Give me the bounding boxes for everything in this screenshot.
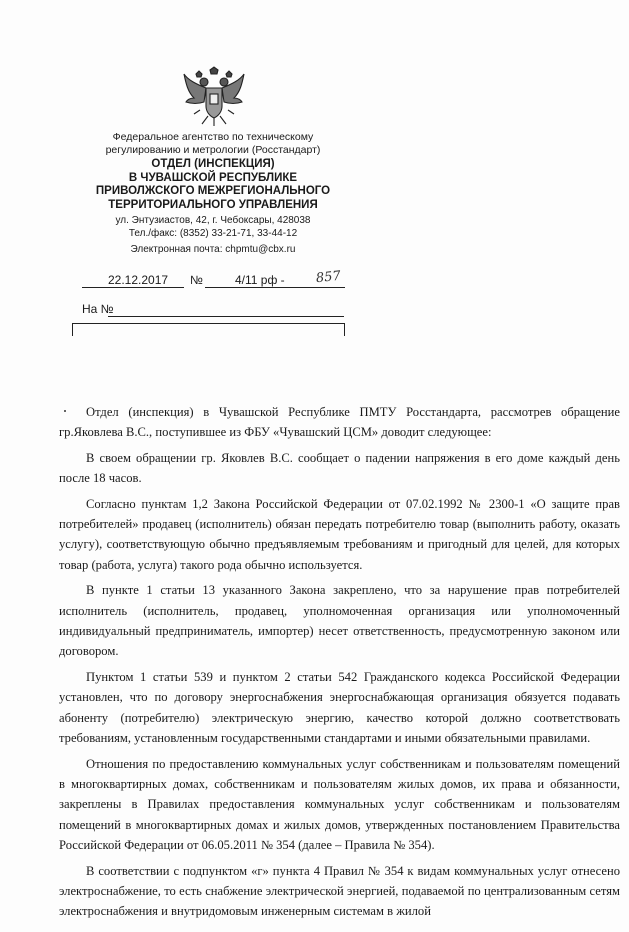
address-box-right <box>344 323 345 336</box>
paragraph-3: Согласно пунктам 1,2 Закона Российской Федерации от 07.02.1992 № 2300-1 «О защите прав потребителей» продавец (исполнитель) обязан передать потребителю товар (выполнить работу, оказать услугу), соответствующую обычно предъявляемым требованиям и пригодный для целей, для которых товар (работа, услуга) такого рода обычно используется. <box>59 496 620 572</box>
reply-underline <box>108 316 344 317</box>
agency-line-1: Федеральное агентство по техническому <box>112 131 314 143</box>
department-name <box>78 158 348 212</box>
letter-number: 4/11 рф - <box>235 273 285 287</box>
paragraph-1: Отдел (инспекция) в Чувашской Республике ПМТУ Росстандарта, рассмотрев обращение гр.Яковлева В.С., поступившее из ФБУ «Чувашский ЦСМ» доводит следующее: <box>59 405 620 440</box>
reply-to-label: На № <box>82 302 114 316</box>
number-underline <box>205 287 345 288</box>
dept-line-4: ТЕРРИТОРИАЛЬНОГО УПРАВЛЕНИЯ <box>108 198 318 211</box>
dept-line-1: ОТДЕЛ (ИНСПЕКЦИЯ) <box>151 158 275 170</box>
address: ул. Энтузиастов, 42, г. Чебоксары, 428038 <box>115 215 311 226</box>
date-underline <box>82 287 184 288</box>
handwritten-number: 857 <box>315 268 342 287</box>
paragraph-2: В своем обращении гр. Яковлев В.С. сообщает о падении напряжения в его доме каждый день после 18 часов. <box>59 450 620 486</box>
russian-coat-of-arms-icon <box>182 66 246 128</box>
number-label: № <box>190 273 203 287</box>
letter-date: 22.12.2017 <box>108 273 169 287</box>
paragraph-4: В пункте 1 статьи 13 указанного Закона закреплено, что за нарушение прав потребителей исполнитель (исполнитель, продавец, уполномоченная организация или уполномоченный индивидуальный предприниматель, импортер) несет ответственность, предусмотренную законом или договором. <box>59 583 620 659</box>
agency-line-2: регулированию и метрологии (Росстандарт) <box>105 144 321 156</box>
phone: Тел./факс: (8352) 33-21-71, 33-44-12 <box>128 228 298 239</box>
address-box-top <box>72 323 345 324</box>
email: Электронная почта: chpmtu@cbx.ru <box>130 244 296 255</box>
letter-body <box>59 402 620 927</box>
contact-block <box>78 214 348 240</box>
paragraph-5: Пунктом 1 статьи 539 и пунктом 2 статьи 542 Гражданского кодекса Российской Федерации установлен, что по договору энергоснабжения энергоснабжающая организация обязуется подавать абоненту (потребителю) электрическую энергию, качество которой должно соответствовать требованиям, установленным государственными стандартами и иными обязательными правилами. <box>59 669 620 746</box>
paragraph-6: Отношения по предоставлению коммунальных услуг собственникам и пользователям помещений в многоквартирных домах, собственникам и пользователям жилых домов, их права и обязанности, закреплены в Правилах предоставления коммунальных услуг собственникам и пользователям помещений в многоквартирных домах и жилых домов, утвержденных постановлением Правительства Российской Федерации от 06.05.2011 № 354 (далее – Правила № 354). <box>59 756 620 853</box>
paragraph-7: В соответствии с подпунктом «г» пункта 4 Правил № 354 к видам коммунальных услуг отнесено электроснабжение, то есть снабжение электрической энергией, подаваемой по централизованным сетям электроснабжения и внутридомовым инженерным системам в жилой <box>59 863 620 919</box>
agency-name <box>78 131 348 157</box>
address-box-left <box>72 323 73 336</box>
dept-line-2: В ЧУВАШСКОЙ РЕСПУБЛИКЕ <box>128 171 298 184</box>
dept-line-3: ПРИВОЛЖСКОГО МЕЖРЕГИОНАЛЬНОГО <box>95 185 331 197</box>
